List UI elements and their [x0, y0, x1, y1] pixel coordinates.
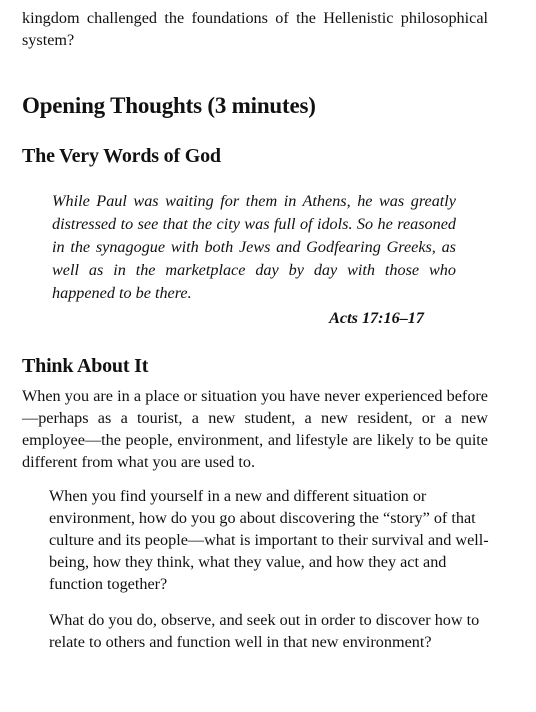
- opening-thoughts-heading: Opening Thoughts (3 minutes): [22, 93, 316, 118]
- continuation-paragraph: kingdom challenged the foundations of the Hellenistic philosophical system?: [22, 9, 488, 49]
- scripture-block: [52, 190, 456, 305]
- question-1: When you find yourself in a new and different situation or environment, how do you go about discovering the “story” of that culture and its people—what is important to their survival and well-being, how they think, what they value, and how they act and function together?: [49, 487, 489, 593]
- think-about-it-heading: Think About It: [22, 355, 149, 377]
- question-2: What do you do, observe, and seek out in order to discover how to relate to others and function well in that new environment?: [49, 611, 480, 651]
- intro-paragraph: When you are in a place or situation you have never experienced before—perhaps as a tourist, a new student, a new resident, or a new employee—the people, environment, and lifestyle are likely to be quite different from what you are used to.: [22, 387, 488, 471]
- scripture-citation: Acts 17:16–17: [329, 309, 424, 327]
- page-content: [22, 0, 488, 653]
- scripture-text: While Paul was waiting for them in Athens, he was greatly distressed to see that the city was full of idols. So he reasoned in the synagogue with both Jews and Godfearing Greeks, as well as in the marketplace day by day with those who happened to be there.: [52, 192, 456, 302]
- very-words-heading: The Very Words of God: [22, 145, 221, 167]
